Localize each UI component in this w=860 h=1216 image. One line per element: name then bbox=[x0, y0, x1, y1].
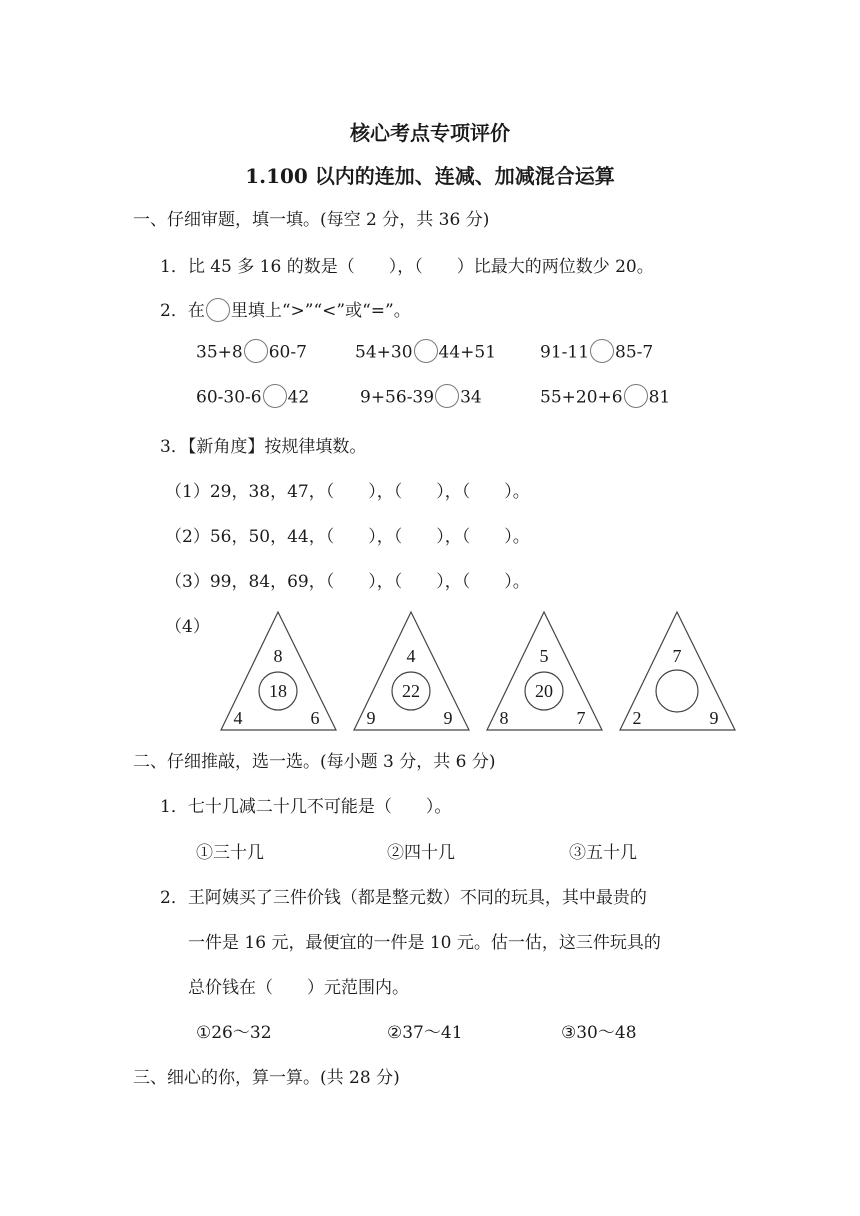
question-2-2-line3: 总价钱在（ ）元范围内。 bbox=[188, 978, 409, 998]
compare-left: 55+20+6 bbox=[540, 387, 623, 408]
triangle-right-number: 7 bbox=[576, 708, 586, 728]
triangle-center-number: 22 bbox=[402, 681, 420, 701]
option[interactable]: ①26～32 bbox=[196, 1023, 272, 1043]
page-subtitle: 1.100 以内的连加、连减、加减混合运算 bbox=[245, 164, 615, 188]
option[interactable]: ③30～48 bbox=[561, 1023, 637, 1043]
question-1-1: 1．比 45 多 16 的数是（ ），（ ）比最大的两位数少 20。 bbox=[160, 257, 654, 277]
triangle-puzzle bbox=[620, 612, 735, 730]
sequence-2: （2）56，50，44，（ ），（ ），（ ）。 bbox=[165, 527, 530, 547]
compare-item bbox=[355, 341, 496, 365]
page-title: 核心考点专项评价 bbox=[350, 121, 510, 145]
compare-left: 35+8 bbox=[196, 342, 243, 363]
compare-circle-blank[interactable] bbox=[624, 384, 648, 408]
compare-left: 54+30 bbox=[355, 342, 413, 363]
compare-right: 34 bbox=[460, 387, 482, 408]
question-2-1: 1．七十几减二十几不可能是（ ）。 bbox=[160, 797, 452, 817]
question-1-2 bbox=[160, 296, 411, 324]
section3-heading: 三、细心的你，算一算。(共 28 分) bbox=[133, 1068, 400, 1088]
compare-item bbox=[540, 386, 670, 410]
triangle-left-number: 8 bbox=[499, 708, 509, 728]
compare-left: 9+56-39 bbox=[360, 387, 435, 408]
compare-circle-blank[interactable] bbox=[414, 339, 438, 363]
triangle-top-number: 7 bbox=[672, 646, 682, 666]
triangle-center-circle-blank[interactable] bbox=[656, 670, 698, 712]
compare-circle-blank[interactable] bbox=[263, 384, 287, 408]
compare-right: 42 bbox=[287, 387, 310, 408]
question-2-2-line2: 一件是 16 元，最便宜的一件是 10 元。估一估，这三件玩具的 bbox=[188, 933, 661, 953]
compare-item bbox=[196, 386, 309, 410]
compare-circle-blank[interactable] bbox=[244, 339, 268, 363]
question-1-2-suffix: 里填上“>”“<”或“=”。 bbox=[230, 301, 411, 321]
compare-left: 60-30-6 bbox=[196, 387, 262, 408]
compare-circle-blank[interactable] bbox=[435, 384, 459, 408]
triangle-puzzles bbox=[215, 608, 747, 736]
compare-right: 85-7 bbox=[615, 342, 654, 363]
sequence-1: （1）29，38，47，（ ），（ ），（ ）。 bbox=[165, 482, 530, 502]
triangle-right-number: 6 bbox=[310, 708, 320, 728]
compare-left: 91-11 bbox=[540, 342, 590, 363]
compare-circle-blank[interactable] bbox=[590, 339, 614, 363]
triangle-puzzle bbox=[354, 612, 469, 730]
sequence-3: （3）99，84，69，（ ），（ ），（ ）。 bbox=[165, 572, 530, 592]
compare-right: 81 bbox=[648, 387, 671, 408]
compare-right: 60-7 bbox=[268, 342, 307, 363]
triangle-top-number: 8 bbox=[273, 646, 283, 666]
compare-circle-blank[interactable] bbox=[206, 298, 230, 322]
option[interactable]: ①三十几 bbox=[196, 843, 264, 863]
option[interactable]: ②四十几 bbox=[387, 843, 455, 863]
triangle-top-number: 5 bbox=[539, 646, 549, 666]
compare-item bbox=[360, 386, 482, 410]
triangle-puzzle bbox=[221, 612, 336, 730]
question-1-3: 3．【新角度】按规律填数。 bbox=[160, 437, 367, 457]
section2-heading: 二、仔细推敲，选一选。(每小题 3 分，共 6 分) bbox=[133, 752, 496, 772]
triangle-right-number: 9 bbox=[443, 708, 453, 728]
compare-item bbox=[540, 341, 653, 365]
triangle-left-number: 2 bbox=[632, 708, 642, 728]
compare-right: 44+51 bbox=[438, 342, 497, 363]
triangle-top-number: 4 bbox=[406, 646, 416, 666]
triangle-left-number: 4 bbox=[233, 708, 243, 728]
section1-heading: 一、仔细审题，填一填。(每空 2 分，共 36 分) bbox=[133, 210, 490, 230]
triangle-center-number: 20 bbox=[535, 681, 553, 701]
triangle-puzzle bbox=[487, 612, 602, 730]
sequence-4-label: （4） bbox=[165, 617, 210, 637]
option[interactable]: ③五十几 bbox=[569, 843, 637, 863]
question-1-2-prefix: 2．在 bbox=[160, 301, 205, 321]
option[interactable]: ②37～41 bbox=[387, 1023, 463, 1043]
triangle-left-number: 9 bbox=[366, 708, 376, 728]
compare-item bbox=[196, 341, 307, 365]
triangle-center-number: 18 bbox=[269, 681, 287, 701]
triangle-right-number: 9 bbox=[709, 708, 719, 728]
question-2-2-line1: 2．王阿姨买了三件价钱（都是整元数）不同的玩具，其中最贵的 bbox=[160, 888, 647, 908]
